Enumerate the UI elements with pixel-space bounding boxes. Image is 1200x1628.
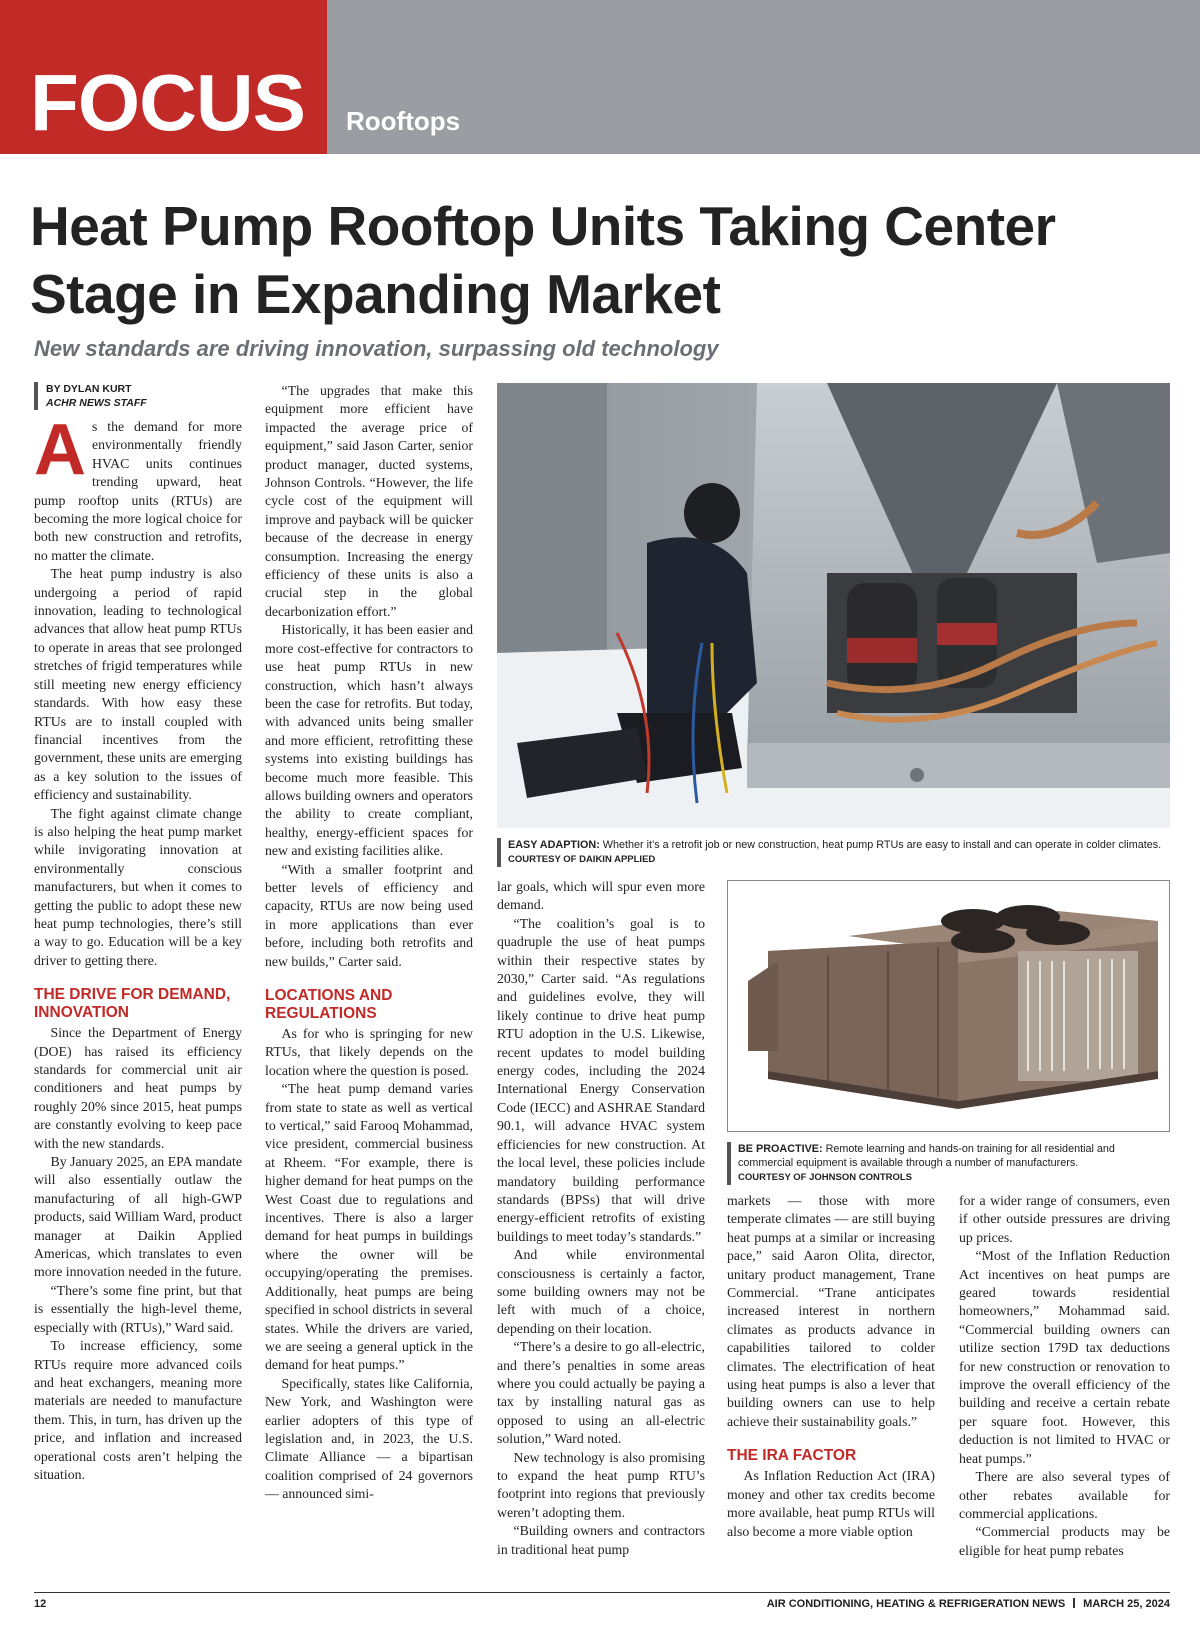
caption-credit: COURTESY OF DAIKIN APPLIED [508,854,656,865]
paragraph: “Building owners and contractors in traditional heat pump [497,1523,705,1557]
paragraph: New technology is also promising to expand the heat pump RTU’s footprint into regions that previously weren’t adopting them. [497,1449,705,1520]
column-5 [959,1192,1170,1560]
paragraph: “The upgrades that make this equipment more efficient have impacted the average price of equipment,” said Jason Carter, senior product manager, ducted systems, Johnson Controls. “However, the life cycle cost of the equipment will improve and payback will be quicker because of the decrease in energy consumption. Increasing the energy efficiency of these units is also a crucial step in the global decarbonization effort.” [265,383,473,619]
column-4 [727,1192,935,1541]
footer-separator [1073,1598,1075,1608]
paragraph: Specifically, states like California, New York, and Washington were earlier adopters of this type of legislation and, in 2023, the U.S. Climate Alliance — a bipartisan coalition comprised of 24 governors — announced simi- [265,1375,473,1502]
column-2 [265,382,473,1504]
paragraph: “With a smaller footprint and better levels of efficiency and capacity, RTUs are now being used in more applications than ever before, including both retrofits and new builds,” Carter said. [265,861,473,969]
paragraph: “The heat pump demand varies from state to state as well as vertical to vertical,” said Farooq Mohammad, vice president, commercial business at Rheem. “For example, there is higher demand for heat pumps on the West Coast due to regulations and incentives. There is also a larger demand for heat pumps in buildings where the owner will be occupying/operating the premises. Additionally, heat pumps are being specified in school districts in several states. While the drivers are varied, we are seeing a general uptick in the demand for heat pumps.” [265,1081,473,1373]
page-number: 12 [34,1598,47,1610]
photo1-caption [497,838,1170,867]
caption-text: Remote learning and hands-on training for all residential and commercial equipment is available through a number of manufacturers. [738,1143,1115,1169]
paragraph: As Inflation Reduction Act (IRA) money and other tax credits become more available, heat pump RTUs will also become a more viable option [727,1468,935,1539]
footer-publication [767,1598,1170,1610]
byline-staff: ACHR NEWS STAFF [46,397,147,409]
technician-photo-illustration [497,383,1170,828]
subhead: THE IRA FACTOR [727,1447,857,1465]
paragraph: There are also several types of other rebates available for commercial applications. [959,1469,1170,1521]
photo2-caption [727,1142,1170,1185]
paragraph: for a wider range of consumers, even if other outside pressures are driving up prices. [959,1193,1170,1245]
article-headline: Heat Pump Rooftop Units Taking Center Stage in Expanding Market [30,195,1056,325]
paragraph: The heat pump industry is also undergoing a period of rapid innovation, leading to technological advances that allow heat pump RTUs to operate in areas that see prolonged stretches of frigid temperatures while still meeting new energy efficiency standards. With how easy these RTUs are to install coupled with financial incentives from the government, these units are emerging as a key solution to the issues of efficiency and sustainability. [34,566,242,803]
paragraph: To increase efficiency, some RTUs require more advanced coils and heat exchangers, meaning more materials are needed to manufacture them. This, in turn, has driven up the price, and inflation and increased operational costs aren’t helping the situation. [34,1338,242,1482]
paragraph: Since the Department of Energy (DOE) has raised its efficiency standards for commercial unit air conditioners and heat pumps by roughly 20% since 2015, heat pumps are constantly evolving to keep pace with the new standards. [34,1025,242,1151]
publication-name: AIR CONDITIONING, HEATING & REFRIGERATION NEWS [766,1598,1066,1610]
paragraph: As for who is springing for new RTUs, that likely depends on the location where the question is posed. [265,1026,473,1078]
subhead: THE DRIVE FOR DEMAND, INNOVATION [34,986,231,1022]
paragraph: lar goals, which will spur even more demand. [497,879,705,913]
column-1 [34,410,242,1484]
focus-label: FOCUS [30,58,305,147]
rooftop-unit-photo [727,880,1170,1132]
drop-cap: A [34,410,86,490]
paragraph: “There’s some fine print, but that is essentially the high-level theme, especially with (RTUs),” Ward said. [34,1282,242,1335]
subhead: LOCATIONS AND REGULATIONS [265,987,393,1022]
byline-author: BY DYLAN KURT [46,383,132,395]
paragraph: markets — those with more temperate climates — are still buying heat pumps at a similar or increasing pace,” said Aaron Olita, director, unitary product management, Trane Commercial. “Trane anticipates increased interest in northern climates as products advance in capabilities tailored to colder climates. The electrification of heat using heat pumps is also a lever that building owners can use to help achieve their sustainability goals.” [727,1193,935,1429]
section-label: Rooftops [346,106,461,136]
paragraph: “Most of the Inflation Reduction Act incentives on heat pumps are geared towards residential homeowners,” Mohammad said. “Commercial building owners can utilize section 179D tax deductions for new construction or renovation to improve the overall efficiency of the building and receive a certain rebate per square foot. However, this deduction is not limited to HVAC or heat pumps.” [959,1248,1170,1466]
rooftop-unit-illustration [728,881,1170,1132]
column-3 [497,878,705,1559]
paragraph: “There’s a desire to go all-electric, and there’s penalties in some areas where you could actually be paying a tax by installing natural gas as opposed to using an all-electric solution,” Ward noted. [497,1339,705,1447]
byline [34,382,147,410]
article-deck: New standards are driving innovation, surpassing old technology [34,336,719,361]
paragraph-text: s the demand for more environmentally friendly HVAC units continues trending upward, heat pump rooftop units (RTUs) are becoming the more logical choice for both new construction and retrofits, no matter the climate. [34,419,242,563]
paragraph [34,410,242,565]
caption-text: Whether it’s a retrofit job or new construction, heat pump RTUs are easy to install and can operate in colder climates. [602,839,1162,851]
paragraph: Historically, it has been easier and more cost-effective for contractors to use heat pump RTUs in new construction, which hasn’t always been the case for retrofits. But today, with advanced units being smaller and more efficient, retrofitting these systems into existing buildings has become much more feasible. This allows building owners and operators the ability to create compliant, healthy, energy-efficient spaces for new and existing facilities alike. [265,622,473,859]
caption-label: EASY ADAPTION: [508,839,600,851]
paragraph: And while environmental consciousness is certainly a factor, some building owners may not be left with much of a choice, depending on their location. [497,1247,705,1336]
paragraph: “Commercial products may be eligible for heat pump rebates [959,1524,1170,1558]
technician-photo [497,383,1170,828]
caption-label: BE PROACTIVE: [738,1143,823,1155]
issue-date: MARCH 25, 2024 [1083,1598,1170,1610]
paragraph: “The coalition’s goal is to quadruple the use of heat pumps within their respective states by 2030,” Carter said. “As regulations and guidelines evolve, they will likely continue to drive heat pump RTU adoption in the U.S. Likewise, recent updates to model building energy codes, including the 2024 International Energy Conservation Code (IECC) and ASHRAE Standard 90.1, will advance HVAC system efficiencies for new construction. At the local level, these policies include mandatory building performance standards (BPSs) that will drive energy-efficient retrofits of existing buildings to meet today’s standards.” [497,915,705,1244]
caption-credit: COURTESY OF JOHNSON CONTROLS [738,1172,913,1183]
paragraph: By January 2025, an EPA mandate will also essentially outlaw the manufacturing of all high-GWP products, said William Ward, product manager at Daikin Applied Americas, which translates to even more innovation needed in the future. [34,1154,242,1280]
footer-rule [34,1592,1170,1593]
paragraph: The fight against climate change is also helping the heat pump market while invigorating innovation at environmentally conscious manufacturers, but when it comes to getting the public to adopt these new heat pump technologies, there’s still a way to go. Education will be a key driver to getting there. [34,805,242,968]
